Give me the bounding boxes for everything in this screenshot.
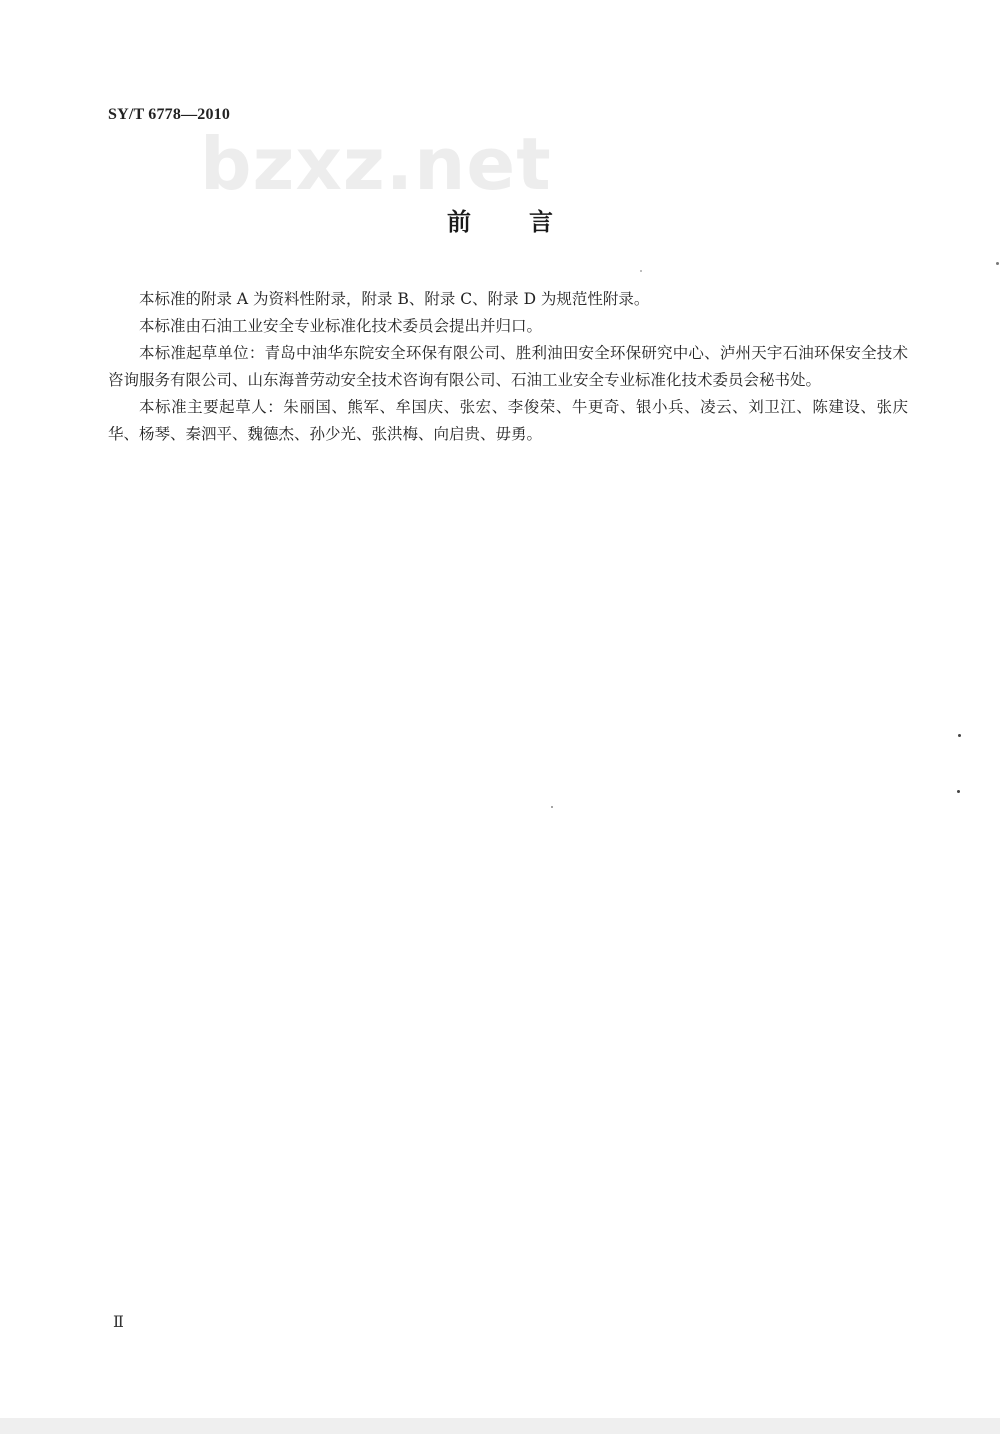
paragraph-appendix: 本标准的附录 A 为资料性附录，附录 B、附录 C、附录 D 为规范性附录。 [139, 290, 650, 308]
document-code: SY/T 6778—2010 [108, 106, 231, 123]
watermark: bzxz.net [200, 122, 552, 206]
title-char-2: 言 [529, 208, 553, 236]
scan-speck [957, 790, 960, 793]
scan-speck [640, 270, 642, 272]
foreword-body [108, 286, 908, 448]
page-number: Ⅱ [113, 1314, 124, 1331]
bottom-bar [0, 1418, 1000, 1434]
scan-speck [958, 734, 961, 737]
scan-speck [551, 806, 553, 808]
scan-speck [996, 262, 999, 265]
title-char-1: 前 [447, 208, 471, 236]
page-title [0, 202, 1000, 237]
paragraph-proposer: 本标准由石油工业安全专业标准化技术委员会提出并归口。 [139, 317, 543, 335]
paragraph-drafters: 本标准主要起草人：朱丽国、熊军、牟国庆、张宏、李俊荣、牛更奇、银小兵、凌云、刘卫江、陈建设、张庆华、杨琴、秦泗平、魏德杰、孙少光、张洪梅、向启贵、毋勇。 [108, 398, 908, 443]
paragraph-drafting-units: 本标准起草单位：青岛中油华东院安全环保有限公司、胜利油田安全环保研究中心、泸州天宇石油环保安全技术咨询服务有限公司、山东海普劳动安全技术咨询有限公司、石油工业安全专业标准化技术委员会秘书处。 [108, 344, 908, 389]
